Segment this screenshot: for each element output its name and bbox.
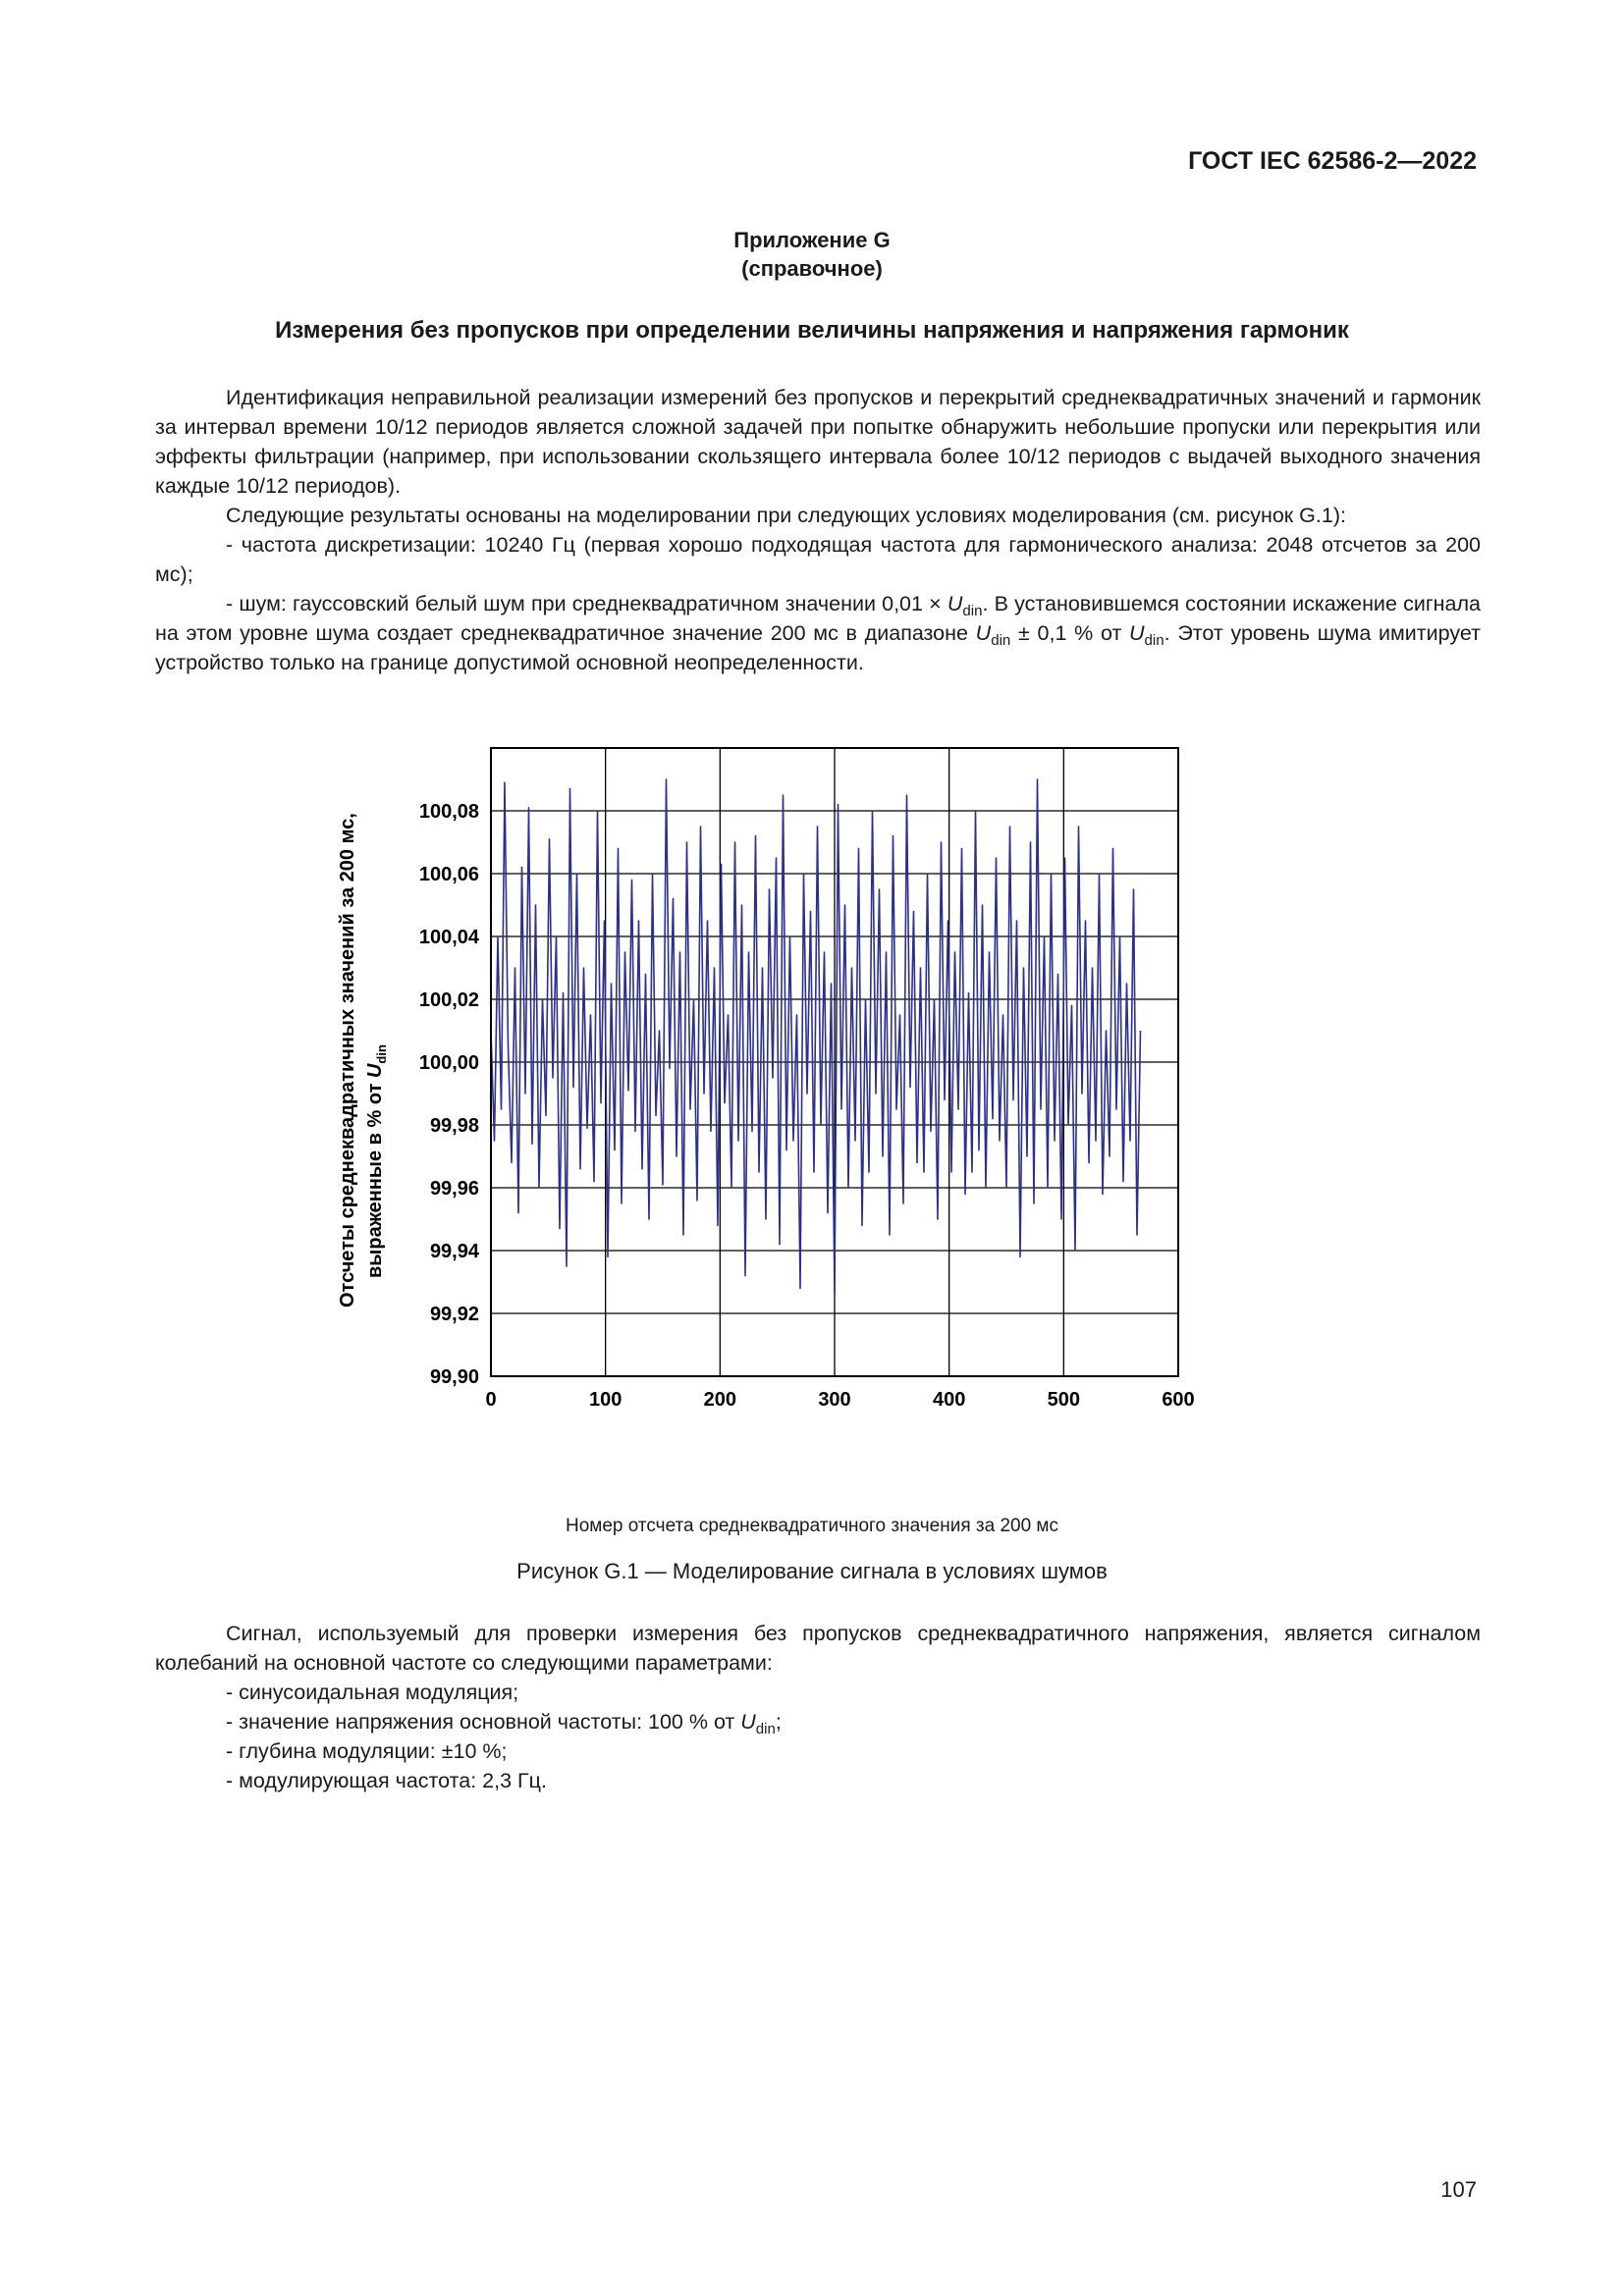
annex-title: Приложение G [733, 228, 891, 252]
y-tick-label: 100,08 [418, 801, 479, 823]
y-tick-label: 99,94 [429, 1241, 479, 1262]
paragraph: Следующие результаты основаны на моделировании при следующих условиях моделирования (см. рисунок G.1): [226, 504, 1346, 527]
x-tick-label: 300 [818, 1389, 851, 1411]
y-tick-label: 100,02 [418, 989, 479, 1011]
annex-subtitle: (справочное) [741, 256, 883, 281]
text-run: - значение напряжения основной частоты: 100 % от [226, 1710, 741, 1734]
y-tick-label: 100,00 [418, 1052, 479, 1074]
x-tick-label: 0 [485, 1389, 497, 1411]
symbol-sub: din [991, 632, 1011, 649]
x-axis-title: Номер отсчета среднеквадратичного значения за 200 мс [565, 1516, 1058, 1536]
list-item [155, 1707, 1481, 1736]
x-tick-label: 400 [932, 1389, 966, 1411]
y-axis-symbol: U [364, 1063, 386, 1079]
symbol-u: U [947, 592, 963, 615]
text-run: . В установившемся состоянии искажение сигнала на этом уровне шума создает среднеквадратичное значение 200 мс в диапазоне [155, 592, 1481, 645]
symbol-u: U [1129, 621, 1145, 645]
list-item: - модулирующая частота: 2,3 Гц. [226, 1769, 547, 1792]
figure-caption: Рисунок G.1 — Моделирование сигнала в условиях шумов [516, 1559, 1108, 1583]
paragraph: Сигнал, используемый для проверки измерения без пропусков среднеквадратичного напряжения, является сигналом колебаний на основной частоте со следующими параметрами: [155, 1622, 1481, 1675]
series-line [491, 779, 1141, 1295]
symbol-u: U [740, 1710, 756, 1734]
y-tick-label: 100,04 [418, 927, 479, 948]
text-run: - шум: гауссовский белый шум при среднеквадратичном значении 0,01 × [226, 592, 947, 615]
paragraph [155, 589, 1481, 677]
y-tick-label: 99,92 [429, 1304, 479, 1325]
intro-text [155, 383, 1481, 677]
text-run: ; [775, 1710, 782, 1734]
y-tick-label: 100,06 [418, 864, 479, 885]
noise-chart [314, 738, 1316, 1455]
figure-g1 [314, 738, 1316, 1455]
symbol-sub: din [1144, 632, 1164, 649]
x-tick-label: 600 [1162, 1389, 1195, 1411]
symbol-sub: din [755, 1721, 776, 1737]
y-axis-symbol-sub: din [374, 1044, 389, 1064]
y-axis-title [337, 813, 389, 1308]
paragraph: Идентификация неправильной реализации измерений без пропусков и перекрытий среднеквадратичных значений и гармоник за интервал времени 10/12 периодов является сложной задачей при попытке обнаружить небольшие пропуски или перекрытия или эффекты фильтрации (например, при использовании скользящего интервала более 10/12 периодов с выдачей выходного значения каждые 10/12 периодов). [155, 386, 1481, 498]
x-tick-label: 200 [703, 1389, 737, 1411]
section-title: Измерения без пропусков при определении величины напряжения и напряжения гармоник [275, 317, 1349, 344]
x-tick-label: 100 [588, 1389, 623, 1411]
y-axis-title-line1: Отсчеты среднеквадратичных значений за 200 мс, [337, 813, 358, 1308]
page-number: 107 [1440, 2177, 1477, 2202]
annex-heading [0, 226, 1624, 283]
text-run: . Этот уровень шума имитирует устройство только на границе допустимой основной неопределенности. [155, 621, 1481, 674]
list-item: - глубина модуляции: ±10 %; [226, 1739, 508, 1763]
document-code: ГОСТ IEC 62586-2—2022 [1188, 147, 1477, 175]
y-axis-title-text: выраженные в % от [364, 1078, 386, 1278]
x-tick-label: 500 [1047, 1389, 1081, 1411]
paragraph: - частота дискретизации: 10240 Гц (первая хорошо подходящая частота для гармонического анализа: 2048 отсчетов за 200 мс); [155, 533, 1481, 586]
text-run: ± 0,1 % от [1010, 621, 1130, 645]
y-tick-label: 99,90 [429, 1366, 479, 1388]
y-tick-label: 99,98 [429, 1115, 479, 1137]
post-figure-text [155, 1619, 1481, 1795]
symbol-sub: din [962, 603, 983, 619]
list-item: - синусоидальная модуляция; [226, 1681, 519, 1704]
symbol-u: U [975, 621, 992, 645]
series-group [491, 779, 1141, 1295]
y-axis-title-line2 [364, 1044, 389, 1278]
y-tick-label: 99,96 [429, 1178, 479, 1200]
